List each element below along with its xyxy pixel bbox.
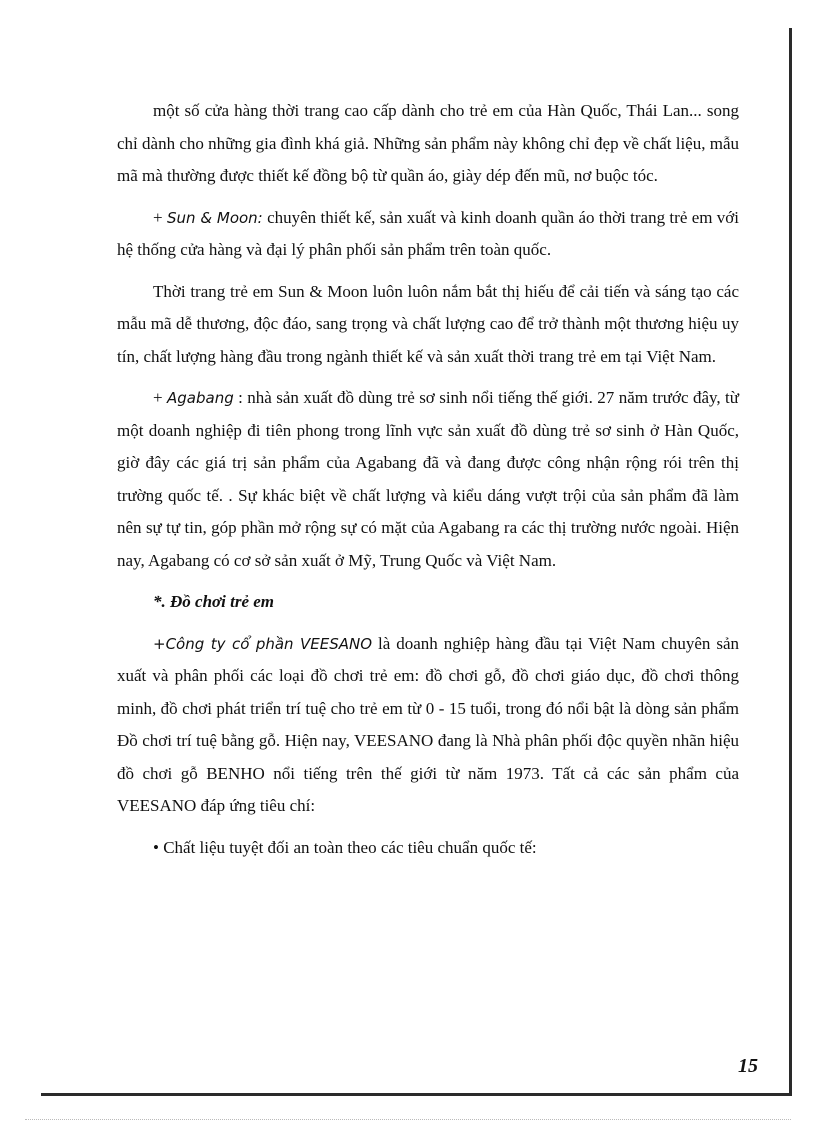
- section-heading-toys: *. Đồ chơi trẻ em: [153, 592, 275, 611]
- page-number: 15: [738, 1055, 758, 1077]
- bullet-item: • Chất liệu tuyệt đối an toàn theo các tiêu chuẩn quốc tế:: [153, 837, 537, 857]
- paragraph-sun-moon: [117, 202, 739, 267]
- paragraph-agabang-text: : nhà sản xuất đồ dùng trẻ sơ sinh nổi tiếng thế giới. 27 năm trước đây, từ một doanh nghiệp đi tiên phong trong lĩnh vực sản xuất đồ dùng trẻ sơ sinh ở Hàn Quốc, giờ đây các giá trị sản phẩm của Agabang đã và đang được công nhận rộng rói trên thị trường quốc tế. . Sự khác biệt về chất lượng và kiểu dáng vượt trội của sản phẩm đã làm nên sự tự tin, góp phần mở rộng sự có mặt của Agabang ra các thị trường nước ngoài. Hiện nay, Agabang có cơ sở sản xuất ở Mỹ, Trung Quốc và Việt Nam.: [117, 388, 739, 570]
- brand-veesano: +Công ty cổ phần VEESANO: [153, 634, 373, 653]
- brand-sun-moon: Sun & Moon:: [166, 208, 263, 227]
- bullet-prefix: +: [153, 388, 168, 407]
- bottom-divider: [25, 1119, 791, 1120]
- brand-agabang: Agabang: [167, 389, 234, 407]
- paragraph-sun-moon-detail: Thời trang trẻ em Sun & Moon luôn luôn nắm bắt thị hiếu để cải tiến và sáng tạo các mẫu mã dễ thương, độc đáo, sang trọng và chất lượng cao để trở thành một thương hiệu uy tín, chất lượng hàng đầu trong ngành thiết kế và sản xuất thời trang trẻ em tại Việt Nam.: [117, 281, 739, 366]
- paragraph-veesano: [117, 628, 739, 823]
- paragraph-1: một số cửa hàng thời trang cao cấp dành cho trẻ em của Hàn Quốc, Thái Lan... song chỉ dành cho những gia đình khá giả. Những sản phẩm này không chỉ đẹp về chất liệu, mẫu mã mà thường được thiết kế đồng bộ từ quần áo, giày dép đến mũ, nơ buộc tóc.: [117, 101, 739, 185]
- paragraph-agabang: [117, 382, 739, 577]
- paragraph-sun-moon-text: chuyên thiết kế, sản xuất và kinh doanh quần áo thời trang trẻ em với hệ thống cửa hàng và đại lý phân phối sản phẩm trên toàn quốc.: [117, 207, 740, 259]
- paragraph-veesano-text: là doanh nghiệp hàng đầu tại Việt Nam chuyên sản xuất và phân phối các loại đồ chơi trẻ em: đồ chơi gỗ, đồ chơi giáo dục, đồ chơi thông minh, đồ chơi phát triển trí tuệ cho trẻ em từ 0 - 15 tuổi, trong đó nổi bật là dòng sản phẩm Đồ chơi trí tuệ bằng gỗ. Hiện nay, VEESANO đang là Nhà phân phối độc quyền nhãn hiệu đồ chơi gỗ BENHO nổi tiếng trên thế giới từ năm 1973. Tất cả các sản phẩm của VEESANO đáp ứng tiêu chí:: [117, 633, 740, 815]
- document-body: [117, 95, 739, 873]
- bullet-prefix: +: [153, 207, 167, 227]
